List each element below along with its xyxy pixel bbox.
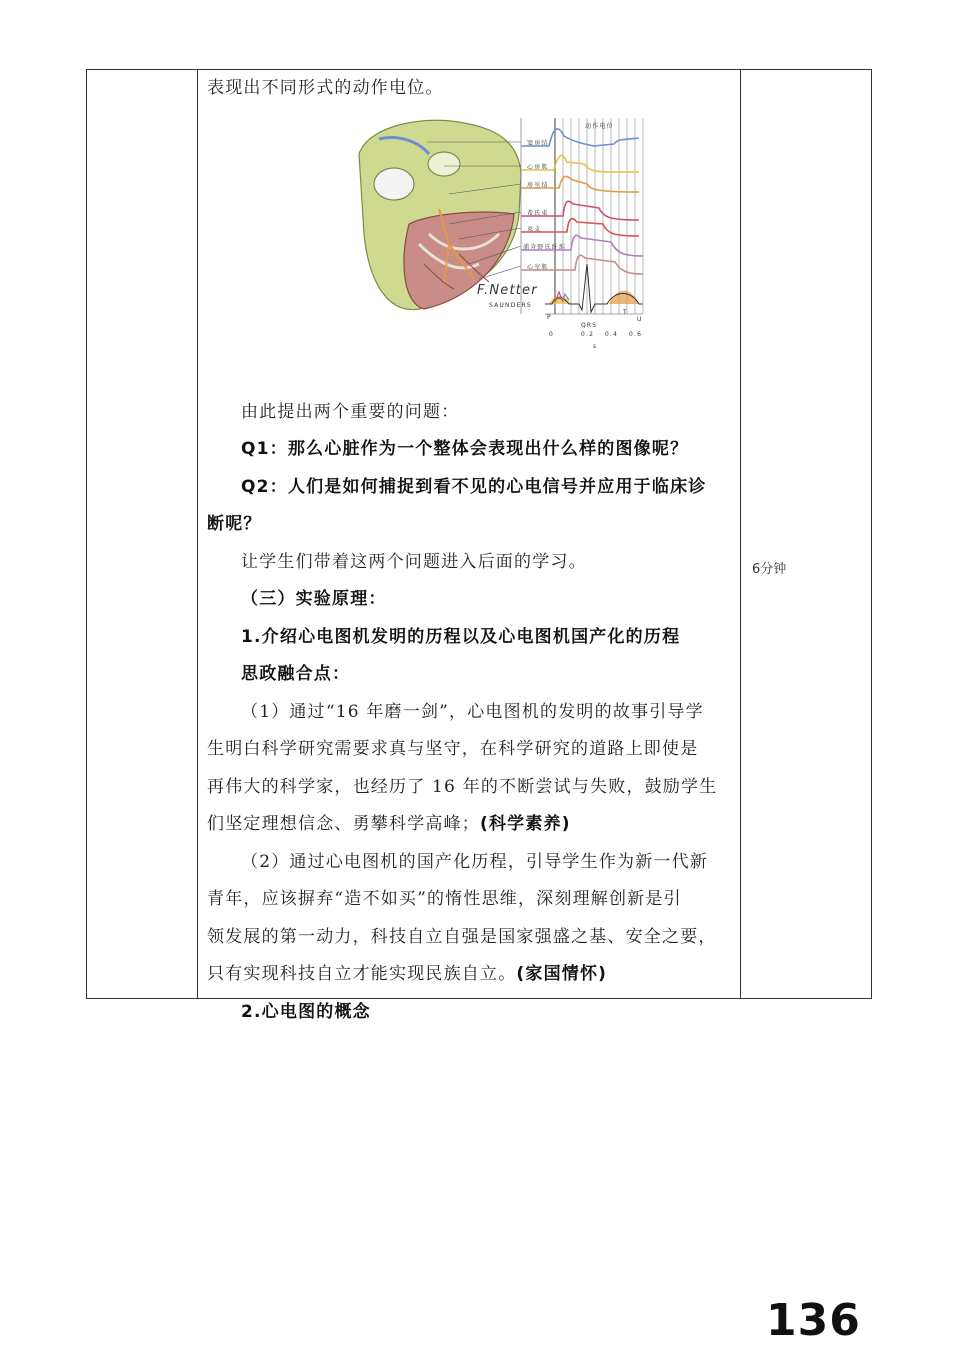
axis-tick: 0.4 xyxy=(605,330,619,338)
paragraph-line: 生明白科学研究需要求真与坚守，在科学研究的道路上即使是 xyxy=(207,739,699,759)
label-ventricular-muscle: 心室肌 xyxy=(527,263,549,271)
figure-title: 动作电位 xyxy=(585,122,614,130)
label-atrial-muscle: 心房肌 xyxy=(527,163,549,171)
paragraph-line: 再伟大的科学家，也经历了 16 年的不断尝试与失败，鼓励学生 xyxy=(207,776,718,797)
content-cell xyxy=(207,70,735,1031)
question-q2-continued: 断呢？ xyxy=(207,514,262,534)
item-heading: 1.介绍心电图机发明的历程以及心电图机国产化的历程 xyxy=(241,626,681,647)
wave-label-t: T xyxy=(623,308,628,316)
question-q2: Q2：人们是如何捕捉到看不见的心电信号并应用于临床诊 xyxy=(241,476,707,497)
ecg-trace xyxy=(545,264,643,329)
heart-illustration xyxy=(359,120,521,309)
section-heading: （三）实验原理： xyxy=(241,589,387,609)
paragraph-text: 只有实现科技自立才能实现民族自立。 xyxy=(207,964,517,984)
question-intro: 由此提出两个重要的问题： xyxy=(241,401,460,422)
paragraph-line: 青年，应该摒弃“造不如买”的惰性思维，深刻理解创新是引 xyxy=(207,889,682,909)
fusion-heading: 思政融合点： xyxy=(241,664,351,684)
paragraph-line xyxy=(207,956,735,994)
axis-tick: 0.2 xyxy=(581,330,595,338)
label-his-bundle: 希氏束 xyxy=(527,209,549,217)
paragraph-line: （1）通过“16 年磨一剑”，心电图机的发明的故事引导学 xyxy=(241,701,704,722)
paragraph-line: （2）通过心电图机的国产化历程，引导学生作为新一代新 xyxy=(241,851,709,872)
axis-unit: s xyxy=(593,342,598,350)
paragraph-line xyxy=(207,806,735,844)
column-divider-right xyxy=(740,70,741,998)
figure-publisher: SAUNDERS xyxy=(489,301,532,309)
paragraph-text: 们坚定理想信念、勇攀科学高峰； xyxy=(207,814,480,834)
structure-labels xyxy=(523,139,566,271)
tag-science-literacy: (科学素养) xyxy=(480,814,571,834)
wave-label-u: U xyxy=(637,315,643,323)
heart-action-potential-figure xyxy=(349,114,649,384)
text-line: 表现出不同形式的动作电位。 xyxy=(207,78,444,98)
paragraph-line: 领发展的第一动力，科技自立自强是国家强盛之基、安全之要， xyxy=(207,926,717,947)
axis-tick: 0 xyxy=(549,330,555,338)
wave-label-p: P xyxy=(547,313,552,321)
tag-patriotism: (家国情怀) xyxy=(516,964,608,984)
page-number: 136 xyxy=(766,1295,861,1346)
label-sa-node: 窦房结 xyxy=(527,139,549,147)
text-line xyxy=(207,394,735,432)
axis-tick: 0.6 xyxy=(629,330,643,338)
duration-cell: 6分钟 xyxy=(752,562,787,577)
figure-signature: F.Netter xyxy=(477,282,538,298)
question-q1: Q1：那么心脏作为一个整体会表现出什么样的图像呢？ xyxy=(241,439,689,459)
label-purkinje: 浦肯野氏纤维 xyxy=(523,243,567,251)
wave-label-qrs: QRS xyxy=(581,321,598,329)
heart-figure-area xyxy=(207,114,735,394)
lesson-table xyxy=(86,69,872,1022)
label-av-node: 房室结 xyxy=(527,181,549,189)
time-axis xyxy=(545,314,643,350)
column-divider-left xyxy=(197,70,198,998)
action-potential-traces xyxy=(521,128,643,273)
label-bundle-branch: 束支 xyxy=(527,225,542,233)
item-heading: 2.心电图的概念 xyxy=(241,1001,371,1022)
text-line: 让学生们带着这两个问题进入后面的学习。 xyxy=(241,551,587,572)
